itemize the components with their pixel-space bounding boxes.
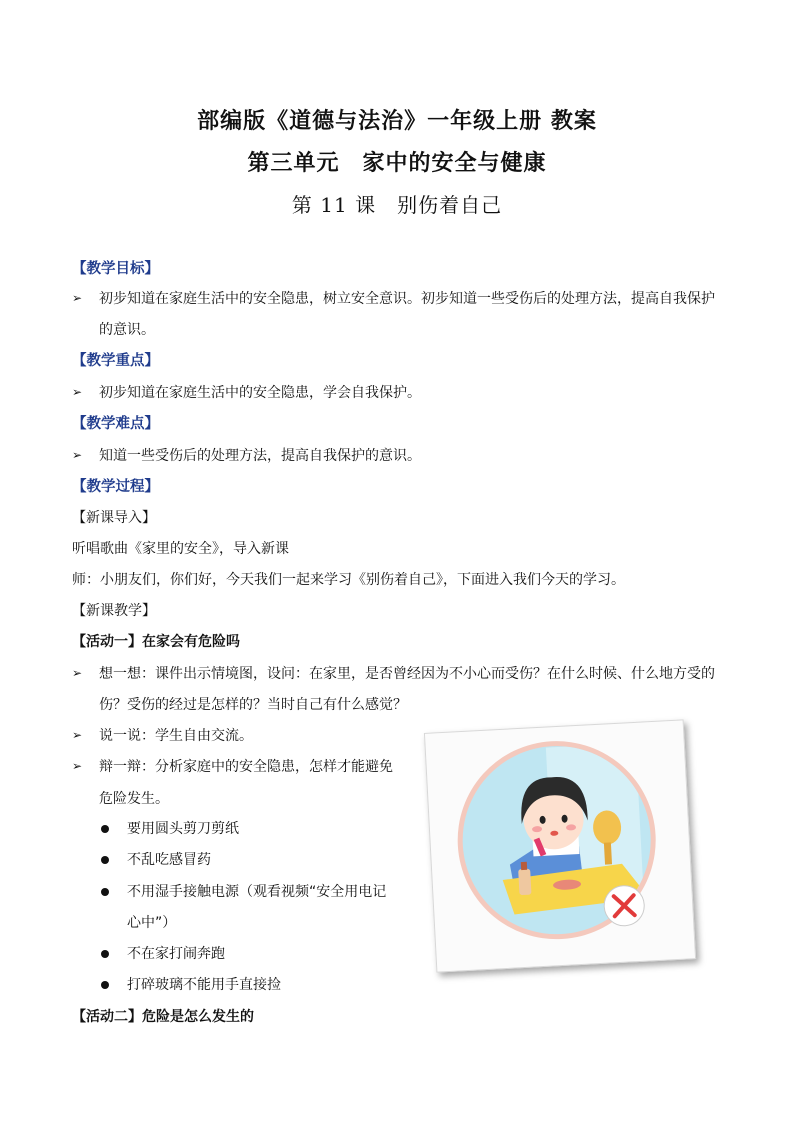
lesson-title: 第 11 课 别伤着自己: [291, 193, 503, 217]
intro-heading: 【新课导入】: [72, 510, 156, 526]
mirror-handle: [604, 842, 612, 864]
debate-line1: 辩一辩：分析家庭中的安全隐患，怎样才能避免: [99, 759, 393, 775]
goals-heading: 【教学目标】: [72, 261, 159, 277]
arrow-bullet-icon: ➢: [72, 448, 83, 462]
say-text: 说一说：学生自由交流。: [99, 728, 253, 744]
goals-text-line1: 初步知道在家庭生活中的安全隐患，树立安全意识。初步知道一些受伤后的处理方法，提高自我保护: [99, 291, 715, 307]
bullet-dot-icon: [101, 888, 109, 896]
difficulties-text: 知道一些受伤后的处理方法，提高自我保护的意识。: [99, 448, 421, 464]
key-points-text: 初步知道在家庭生活中的安全隐患，学会自我保护。: [99, 385, 421, 401]
rule-item: 要用圆头剪刀剪纸: [127, 821, 239, 837]
girl-with-lipstick-illustration: [425, 720, 695, 971]
intro-line2: 师：小朋友们，你们好，今天我们一起来学习《别伤着自己》，下面进入我们今天的学习。: [72, 572, 625, 588]
rule-item-continued: 心中”）: [127, 915, 177, 931]
rule-item: 打碎玻璃不能用手直接捡: [127, 977, 281, 993]
arrow-bullet-icon: ➢: [72, 728, 83, 742]
activity2-heading: [72, 1007, 254, 1027]
arrow-bullet-icon: ➢: [72, 759, 83, 773]
rule-item: 不用湿手接触电源（观看视频“安全用电记: [127, 884, 387, 900]
goals-text-line2: 的意识。: [99, 322, 155, 338]
arrow-bullet-icon: ➢: [72, 291, 83, 305]
rule-item: 不乱吃感冒药: [127, 852, 211, 868]
process-heading: 【教学过程】: [72, 479, 159, 495]
bottle-cap: [521, 862, 527, 870]
arrow-bullet-icon: ➢: [72, 666, 83, 680]
activity1-title: 在家会有危险吗: [142, 634, 240, 650]
think-line2: 伤？受伤的经过是怎样的？当时自己有什么感觉？: [99, 697, 407, 713]
unit-title: 第三单元 家中的安全与健康: [247, 151, 547, 176]
activity1-label: 【活动一】: [72, 634, 142, 650]
bottle-shape: [518, 869, 531, 896]
bullet-dot-icon: [101, 950, 109, 958]
think-line1: 想一想：课件出示情境图，设问：在家里，是否曾经因为不小心而受伤？在什么时候、什么地方受的: [99, 666, 715, 682]
bullet-dot-icon: [101, 825, 109, 833]
bullet-dot-icon: [101, 981, 109, 989]
activity1-heading: [72, 632, 240, 652]
difficulties-heading: 【教学难点】: [72, 416, 159, 432]
rule-item: 不在家打闹奔跑: [127, 946, 225, 962]
key-points-heading: 【教学重点】: [72, 353, 159, 369]
illustration-photo: [424, 719, 696, 972]
teach-heading: 【新课教学】: [72, 603, 156, 619]
activity2-label: 【活动二】: [72, 1009, 142, 1025]
bullet-dot-icon: [101, 856, 109, 864]
document-title: 部编版《道德与法治》一年级上册 教案: [197, 109, 597, 134]
debate-line2: 危险发生。: [99, 791, 169, 807]
arrow-bullet-icon: ➢: [72, 385, 83, 399]
intro-line1: 听唱歌曲《家里的安全》，导入新课: [72, 541, 289, 557]
activity2-title: 危险是怎么发生的: [142, 1009, 254, 1025]
